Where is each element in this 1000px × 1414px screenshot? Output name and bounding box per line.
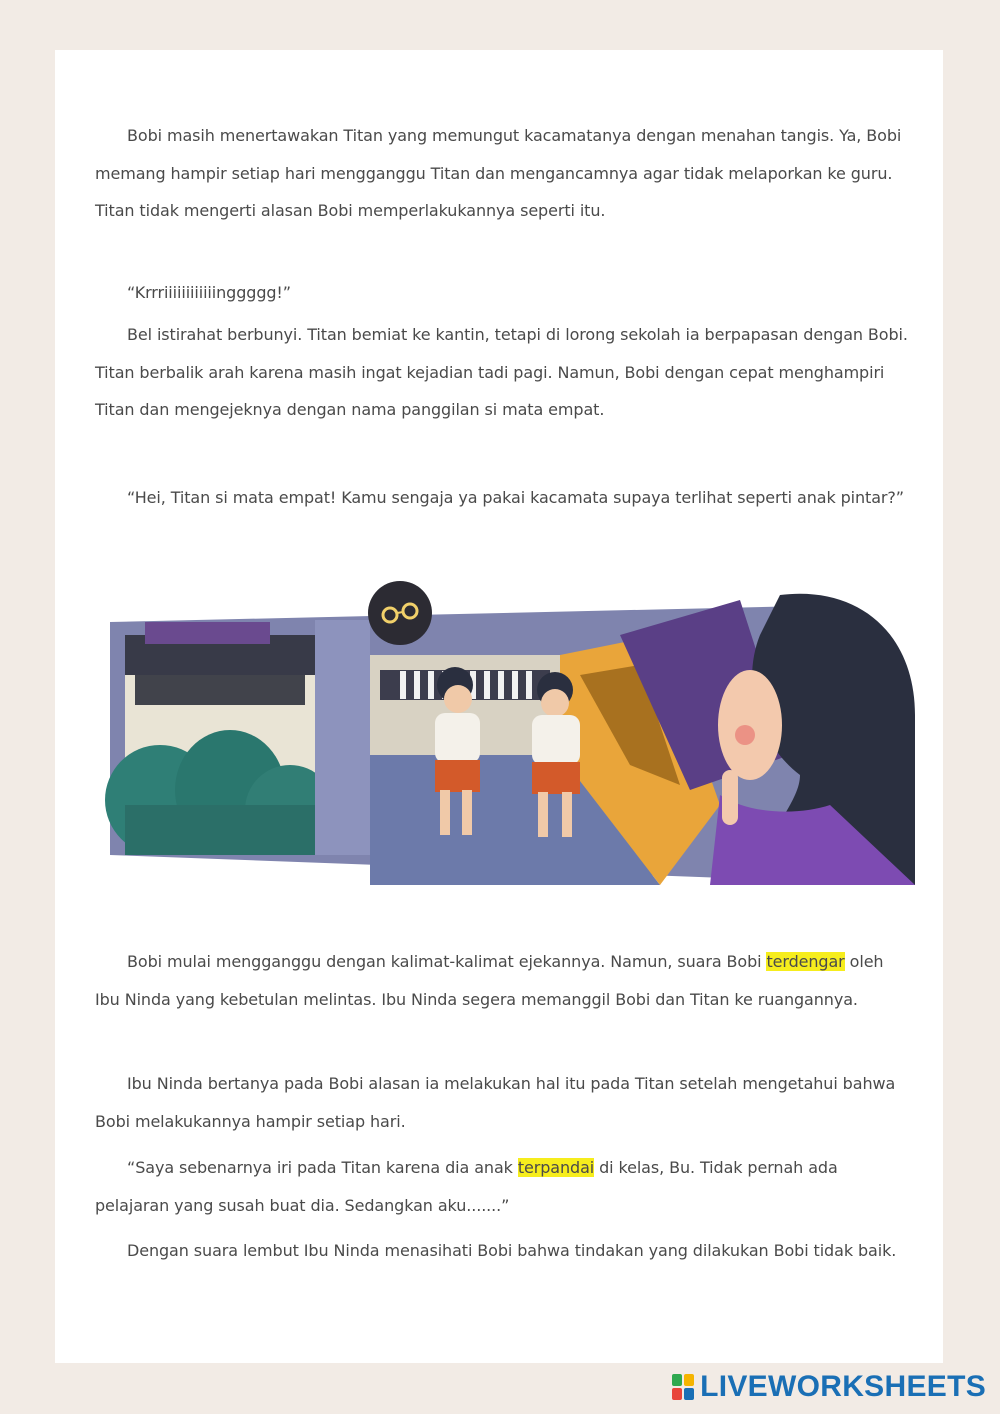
highlighted-word[interactable]: terdengar — [766, 952, 845, 971]
paragraph-6: Ibu Ninda bertanya pada Bobi alasan ia melakukan hal itu pada Titan setelah mengetahui bahwa Bobi melakukannya hampir setiap hari. — [95, 1074, 896, 1131]
paragraph-4: “Hei, Titan si mata empat! Kamu sengaja ya pakai kacamata supaya terlihat seperti anak pintar?” — [127, 488, 904, 507]
brand-name: LIVEWORKSHEETS — [700, 1370, 986, 1403]
window-left — [105, 622, 335, 855]
worksheet-page — [55, 50, 943, 1363]
liveworksheets-logo-icon — [672, 1374, 694, 1400]
paragraph-7: “Saya sebenarnya iri pada Titan karena dia anak terpandai di kelas, Bu. Tidak pernah ada pelajaran yang susah buat dia. Sedangkan aku.......” — [95, 1158, 838, 1215]
story-illustration — [100, 575, 920, 885]
glasses-thought-bubble — [368, 581, 432, 645]
paragraph-5: Bobi mulai mengganggu dengan kalimat-kalimat ejekannya. Namun, suara Bobi terdengar oleh Ibu Ninda yang kebetulan melintas. Ibu Ninda segera memanggil Bobi dan Titan ke ruangannya. — [95, 952, 884, 1009]
paragraph-1: Bobi masih menertawakan Titan yang memungut kacamatanya dengan menahan tangis. Ya, Bobi memang hampir setiap hari mengganggu Titan dan mengancamnya agar tidak melaporkan ke guru. Titan tidak mengerti alasan Bobi memperlakukannya seperti itu. — [95, 126, 902, 220]
paragraph-8: Dengan suara lembut Ibu Ninda menasihati Bobi bahwa tindakan yang dilakukan Bobi tidak baik. — [127, 1241, 897, 1260]
liveworksheets-brand[interactable] — [672, 1370, 986, 1404]
highlighted-word[interactable]: terpandai — [517, 1158, 595, 1177]
paragraph-3: Bel istirahat berbunyi. Titan bemiat ke kantin, tetapi di lorong sekolah ia berpapasan dengan Bobi. Titan berbalik arah karena masih ingat kejadian tadi pagi. Namun, Bobi dengan cepat menghampiri Titan dan mengejeknya dengan nama panggilan si mata empat. — [95, 325, 908, 419]
paragraph-2: “Krrriiiiiiiiiiiinggggg!” — [127, 283, 291, 302]
